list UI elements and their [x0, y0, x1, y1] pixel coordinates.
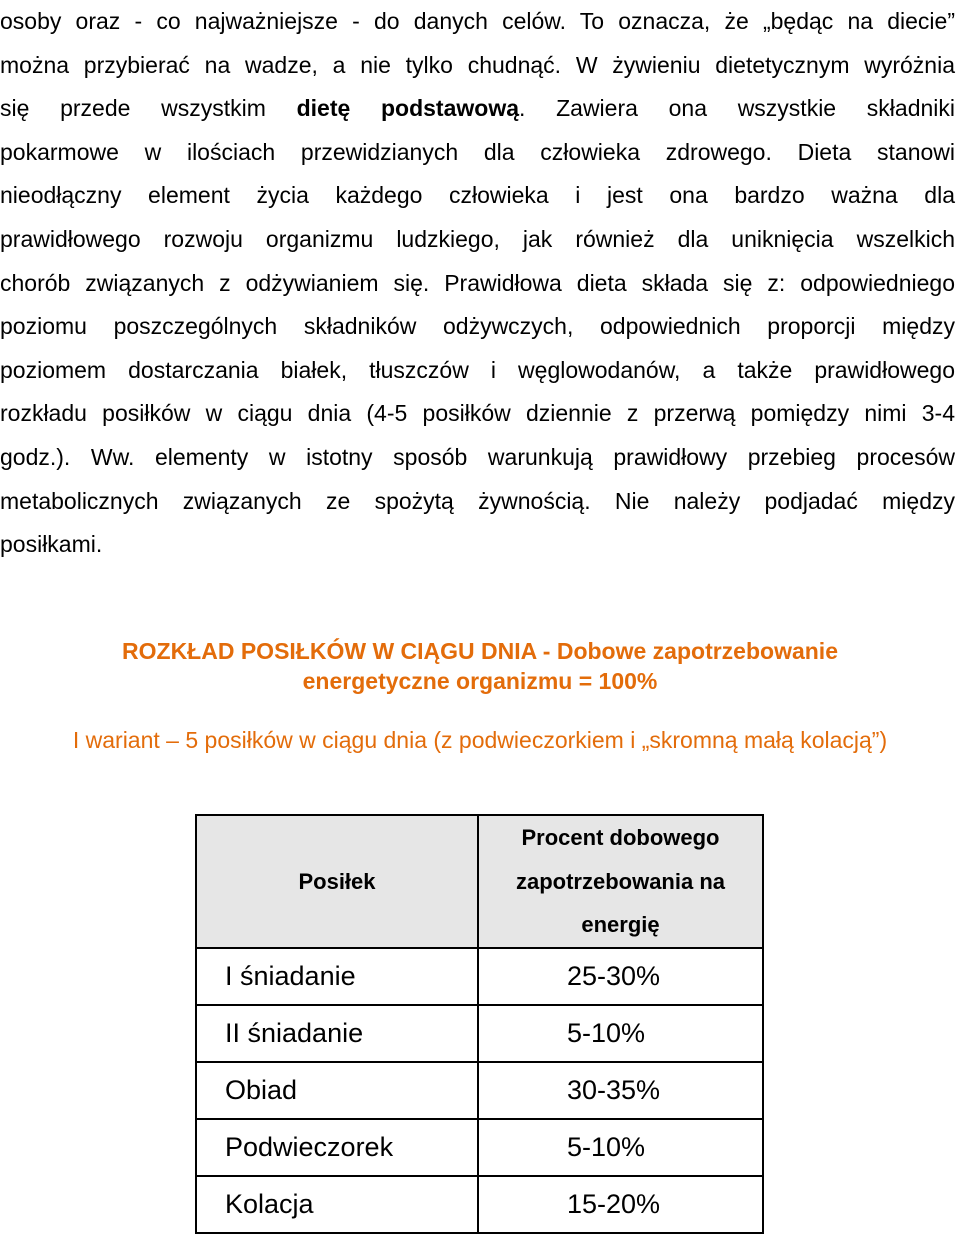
paragraph-line: prawidłowego rozwoju organizmu ludzkiego, jak również dla uniknięcia wszelkich: [0, 225, 955, 252]
meal-cell: Obiad: [196, 1062, 478, 1119]
paragraph-text: się przede wszystkim: [0, 95, 297, 122]
body-paragraph: [0, 0, 955, 567]
variant-subheading: I wariant – 5 posiłków w ciągu dnia (z podwieczorkiem i „skromną małą kolacją”): [72, 727, 888, 753]
meal-distribution-table: [195, 814, 764, 1234]
paragraph-text: . Zawiera ona wszystkie składniki: [519, 95, 955, 122]
paragraph-line: godz.). Ww. elementy w istotny sposób warunkują prawidłowy przebieg procesów: [0, 443, 955, 470]
header-percent-line: Procent dobowego: [521, 825, 720, 850]
paragraph-line: [0, 87, 955, 131]
table-row: [196, 1005, 763, 1062]
paragraph-line: poziomu poszczególnych składników odżywczych, odpowiednich proporcji między: [0, 313, 955, 340]
paragraph-line: osoby oraz - co najważniejsze - do danych celów. To oznacza, że „będąc na diecie”: [0, 8, 955, 34]
meal-cell: I śniadanie: [196, 948, 478, 1005]
table-row: [196, 1062, 763, 1119]
table-row: [196, 1176, 763, 1233]
table-row: [196, 948, 763, 1005]
paragraph-line: można przybierać na wadze, a nie tylko chudnąć. W żywieniu dietetycznym wyróżnia: [0, 51, 955, 78]
percent-cell: 5-10%: [478, 1119, 763, 1176]
header-meal: Posiłek: [196, 815, 478, 948]
paragraph-line: chorób związanych z odżywianiem się. Prawidłowa dieta składa się z: odpowiedniego: [0, 269, 955, 296]
section-heading-line: ROZKŁAD POSIŁKÓW W CIĄGU DNIA - Dobowe zapotrzebowanie: [122, 638, 838, 664]
percent-cell: 25-30%: [478, 948, 763, 1005]
paragraph-line: pokarmowe w ilościach przewidzianych dla człowieka zdrowego. Dieta stanowi: [0, 138, 955, 165]
percent-cell: 5-10%: [478, 1005, 763, 1062]
table-header-row: [196, 815, 763, 948]
paragraph-line: nieodłączny element życia każdego człowieka i jest ona bardzo ważna dla: [0, 182, 955, 209]
section-heading-line: energetyczne organizmu = 100%: [302, 668, 658, 694]
header-percent: [478, 815, 763, 948]
paragraph-line: rozkładu posiłków w ciągu dnia (4-5 posiłków dziennie z przerwą pomiędzy nimi 3-4: [0, 400, 955, 427]
percent-cell: 15-20%: [478, 1176, 763, 1233]
meal-cell: Podwieczorek: [196, 1119, 478, 1176]
paragraph-line: posiłkami.: [0, 531, 103, 558]
header-percent-line: energię: [581, 912, 660, 937]
percent-cell: 30-35%: [478, 1062, 763, 1119]
table-row: [196, 1119, 763, 1176]
meal-cell: Kolacja: [196, 1176, 478, 1233]
paragraph-line: poziomem dostarczania białek, tłuszczów i węglowodanów, a także prawidłowego: [0, 356, 955, 383]
meal-cell: II śniadanie: [196, 1005, 478, 1062]
bold-term: dietę podstawową: [296, 95, 520, 122]
section-heading: [0, 636, 960, 696]
header-percent-line: zapotrzebowania na: [515, 868, 726, 894]
paragraph-line: metabolicznych związanych ze spożytą żywnością. Nie należy podjadać między: [0, 487, 955, 514]
